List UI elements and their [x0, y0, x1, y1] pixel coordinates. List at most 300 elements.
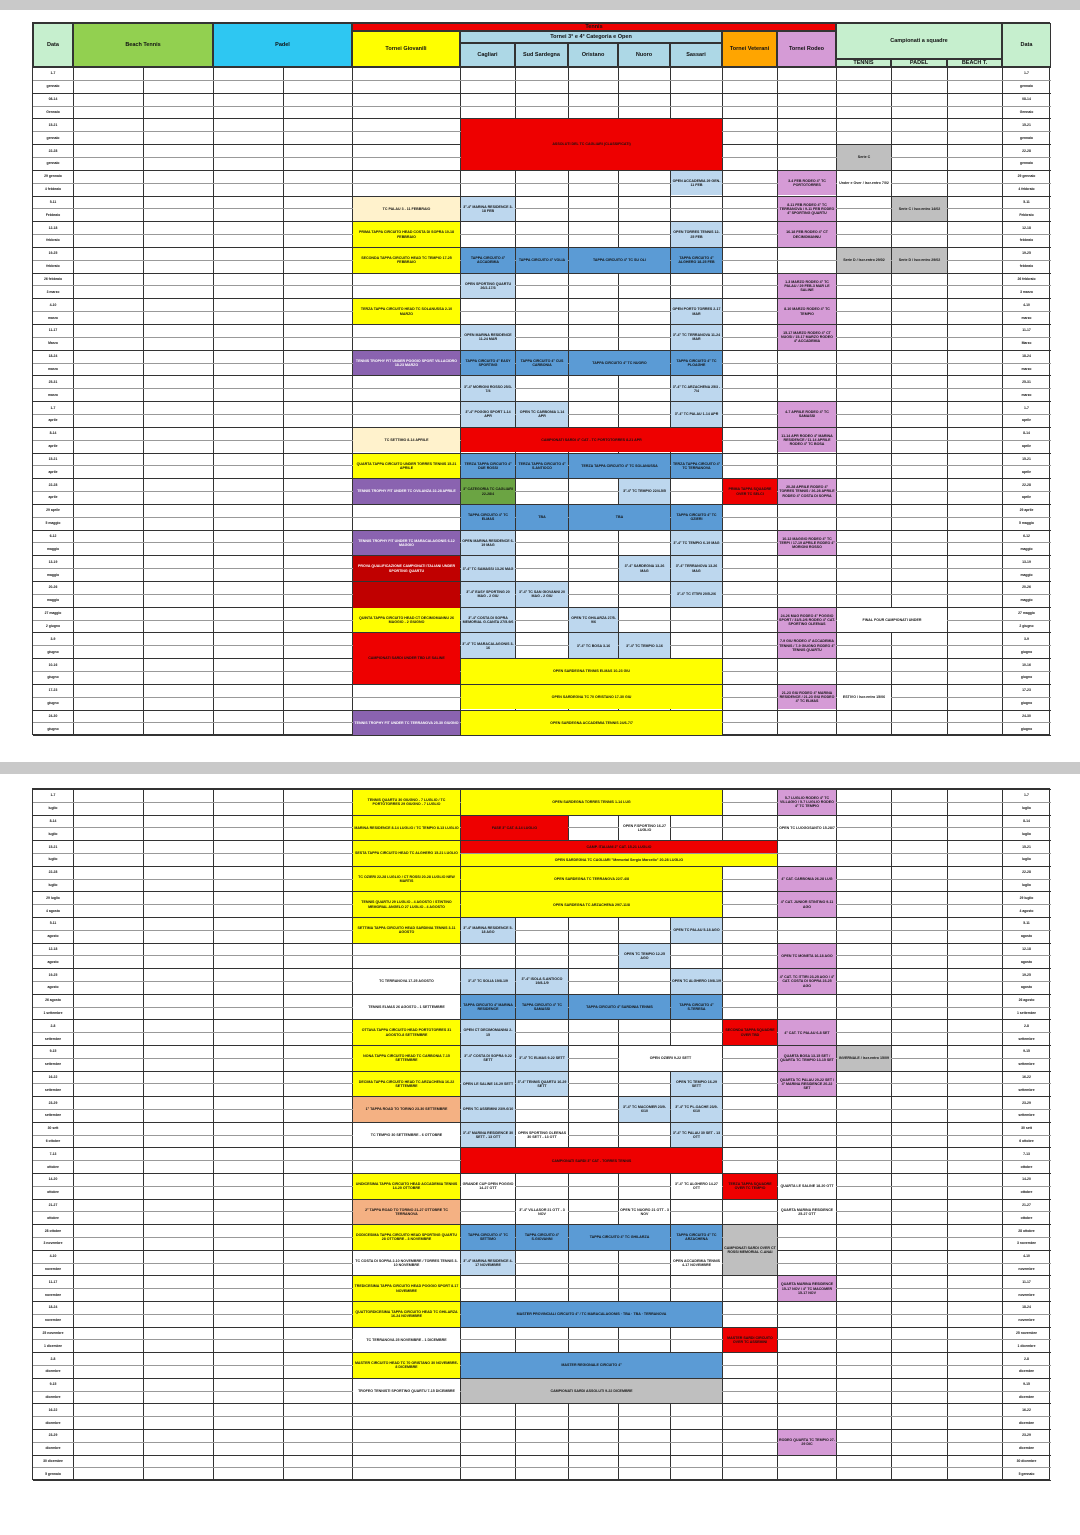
date-left-week: 18-24	[48, 354, 58, 359]
event-cell: PRIMA TAPPA SQUADRE OVER TC SELCI	[723, 479, 777, 504]
date-left-month: Marzo	[48, 341, 58, 346]
row-divider	[33, 1096, 1051, 1097]
event-cell: MARINA RESIDENCE 8-14 LUGLIO / TC TEMPIO 8-13 LUGLIO	[353, 816, 460, 841]
date-right-month: luglio	[1021, 806, 1032, 811]
date-right-month: settembre	[1018, 1036, 1035, 1041]
date-right-week: 15-21	[1022, 122, 1031, 127]
half-row-divider	[33, 388, 1051, 389]
event-cell: 8-10 MARZO RODEO 4° TC TEMPIO	[778, 299, 836, 324]
date-left-month: maggio	[46, 572, 60, 577]
event-cell: TROFEO TENNISTI SPORTING QUARTU 7-15 DICEMBRE	[353, 1379, 460, 1404]
date-right-week: 3-9	[1024, 636, 1029, 641]
half-row-divider	[33, 1442, 1051, 1443]
event-cell: TENNIS ELMAS 26 AGOSTO - 1 SETTEMBRE	[353, 995, 460, 1020]
event-cell: TC OZIERI 22-28 LUGLIO / CT ROSSI 20-28 LUGLIO NEW MARTIS	[353, 867, 460, 892]
date-left-month: luglio	[48, 857, 58, 862]
date-right-month: aprile	[1021, 418, 1032, 423]
date-left-month: marzo	[48, 315, 58, 320]
date-left-month: marzo	[48, 366, 58, 371]
date-right-month: 3 novembre	[1016, 1241, 1037, 1246]
date-left-month: 6 ottobre	[45, 1138, 61, 1143]
date-left-week: 29 luglio	[46, 895, 60, 900]
date-right-week: 9-15	[1023, 1382, 1030, 1387]
row-divider	[33, 632, 1051, 633]
event-cell: OPEN SARDEGNA TC TERRANOVA 22/7-4/8	[461, 867, 722, 892]
date-right-month: febbraio	[1019, 238, 1034, 243]
event-cell: TENNIS TROPHY FIT UNDER POGGIO SPORT VILLACIDRO 18-23 MARZO	[353, 351, 460, 376]
event-cell: 3°-4° TC PL.OACHE 23/9-6/10	[671, 1097, 722, 1122]
date-left-month: 3 marzo	[46, 289, 60, 294]
date-right-month: febbraio	[1019, 264, 1034, 269]
date-left-month: novembre	[44, 1318, 62, 1323]
date-left-week: 12-18	[48, 225, 58, 230]
event-cell: MASTER REGIONALE CIRCUITO 4°	[461, 1353, 722, 1378]
event-cell: OPEN ACCADEMIA 29 GEN-11 FEB	[671, 171, 722, 196]
header-padel: Padel	[213, 23, 352, 67]
date-left-month: settembre	[44, 1036, 62, 1041]
row-divider	[33, 1429, 1051, 1430]
event-cell: QUINTA TAPPA CIRCUITO HEAD CT DECIMOMANNU 26 MAGGIO - 2 GIUGNO	[353, 608, 460, 633]
event-cell: TENNIS QUARTU 29 LUGLIO - 4 AGOSTO / STINTINO MEMORIAL ANGELO 27 LUGLIO - 4 AGOSTO	[353, 892, 460, 917]
date-left-week: 19-25	[48, 972, 58, 977]
half-row-divider	[33, 1467, 1051, 1468]
date-right-week: 27 maggio	[1018, 611, 1035, 616]
event-cell: TAPPA CIRCUITO 4° TC OZIERI	[671, 505, 722, 530]
event-cell: 3°-4° EASY SPORTING 20 MAG - 2 GIU	[461, 582, 515, 607]
date-right-week: 28 ottobre	[1018, 1228, 1035, 1233]
date-right-week: 15-21	[1022, 456, 1031, 461]
date-right-month: novembre	[1018, 1292, 1035, 1297]
date-right-week: 29 gennaio	[1017, 174, 1036, 179]
date-left-week: 16-22	[48, 1407, 58, 1412]
date-left-week: 2-8	[50, 1023, 56, 1028]
event-cell: OPEN ACCADEMIA TENNIS 4-17 NOVEMBRE	[671, 1251, 722, 1276]
date-right-month: marzo	[1021, 315, 1032, 320]
date-left-week: 27 maggio	[44, 611, 62, 616]
date-right-month: Gennaio	[1019, 109, 1034, 114]
date-left-month: agosto	[47, 934, 59, 939]
date-left-month: ottobre	[47, 1190, 59, 1195]
event-cell: OTTAVA TAPPA CIRCUITO HEAD PORTOTORRES 31 AGOSTO-8 SETTEMBRE	[353, 1020, 460, 1045]
row-divider	[33, 943, 1051, 944]
half-row-divider	[33, 1416, 1051, 1417]
date-right-month: luglio	[1021, 857, 1032, 862]
event-cell: 3°-4° TC ALGHERO 14-27 OTT	[671, 1174, 722, 1199]
date-right-month: luglio	[1021, 882, 1032, 887]
date-right-month: ottobre	[1020, 1190, 1033, 1195]
date-left-week: 30 sett	[47, 1126, 59, 1131]
date-right-week: 20-26	[1022, 585, 1031, 590]
date-left-week: 9-15	[49, 1049, 57, 1054]
date-left-month: dicembre	[45, 1420, 61, 1425]
date-right-week: 23-29	[1022, 1100, 1031, 1105]
header-sassari: Sassari	[670, 43, 722, 67]
event-cell: 3°-4° SARDEGNA 13-26 MAG	[619, 556, 670, 581]
event-cell: 3°-4° ISOLA S.ANTIOCO 19/8-1/9	[516, 969, 568, 994]
date-left-week: 26 agosto	[45, 998, 61, 1003]
event-cell: TAPPA CIRCUITO 4° CUS CARBONIA	[516, 351, 568, 376]
date-right-week: 23-29	[1022, 1433, 1031, 1438]
event-cell: INVERNALE / Iscr.entro 15/09	[837, 1046, 891, 1071]
date-left-week: 6-12	[49, 534, 57, 539]
date-left-week: 4-10	[49, 302, 57, 307]
date-right-month: Febbraio	[1019, 212, 1034, 217]
event-cell: TENNIS TROPHY FIT UNDER TC OVILANZA 22-28 APRILE	[353, 479, 460, 504]
date-left-week: 25 novembre	[42, 1330, 64, 1335]
date-right-month: 3 marzo	[1020, 289, 1033, 294]
date-left-month: aprile	[48, 495, 58, 500]
header-c-beach: BEACH T.	[947, 59, 1002, 67]
header-tornei-cat: Tornei 3° e 4° Categoria e Open	[460, 31, 722, 43]
calendar-grid-first-half	[32, 22, 1050, 735]
header-campionati: Campionati a squadre	[836, 23, 1002, 59]
date-left-week: 11-17	[48, 1279, 58, 1284]
event-cell: DODICESIMA TAPPA CIRCUITO HEAD SPORTING QUARTU 28 OTTOBRE - 3 NOVEMBRE	[353, 1225, 460, 1250]
calendar-sheet-first-half	[0, 10, 1080, 762]
event-cell: 3°-4° TC BOSA 3-16	[569, 633, 618, 658]
date-left-month: aprile	[48, 418, 58, 423]
date-left-month: 4 agosto	[46, 908, 60, 913]
half-row-divider	[33, 1032, 1051, 1033]
event-cell: TENNIS TROPHY FIT UNDER TC MARACALAGONIS 6-12 MAGGIO	[353, 531, 460, 556]
date-right-week: 1-7	[1024, 405, 1029, 410]
date-right-month: gennaio	[1020, 161, 1033, 166]
date-right-month: dicembre	[1018, 1420, 1035, 1425]
event-cell: TAPPA CIRCUITO 4° VOLIA	[516, 248, 568, 273]
event-cell: TAPPA CIRCUITO 4° ACCADEMIA	[461, 248, 515, 273]
header-data: Data	[1002, 23, 1051, 67]
date-left-week: 30 dicembre	[43, 1458, 63, 1463]
event-cell: 5-7 LUGLIO RODEO 4° TC VILLAGIO / 5-7 LUGLIO RODEO 4° TC TEMPIO	[778, 790, 836, 815]
header-beach-tennis: Beach Tennis	[73, 23, 213, 67]
date-right-month: 4 agosto	[1019, 908, 1034, 913]
date-left-month: luglio	[48, 806, 58, 811]
date-left-week: 15-21	[48, 456, 58, 461]
half-row-divider	[33, 337, 1051, 338]
date-right-week: 21-27	[1022, 1202, 1031, 1207]
date-right-week: 30 sett	[1021, 1126, 1032, 1131]
date-right-month: maggio	[1020, 546, 1033, 551]
half-row-divider	[33, 285, 1051, 286]
date-left-week: 21-27	[48, 1202, 58, 1207]
row-divider	[33, 1327, 1051, 1328]
event-cell: NONA TAPPA CIRCUITO HEAD TC CARBONIA 7-15 SETTEMBRE	[353, 1046, 460, 1071]
event-cell: TERZA TAPPA CIRCUITO 4° TC SOLANUSSA	[569, 454, 670, 479]
date-right-month: settembre	[1018, 1087, 1035, 1092]
date-right-month: maggio	[1020, 598, 1033, 603]
date-right-month: 2 giugno	[1019, 623, 1034, 628]
event-cell: TAPPA CIRCUITO 4° TC SU OLI	[569, 248, 670, 273]
event-cell: CAMPIONATI SARDI ASSOLUTI 9-22 DICEMBRE	[461, 1379, 722, 1404]
date-left-week: 23-29	[48, 1433, 58, 1438]
date-right-week: 29 luglio	[1019, 895, 1034, 900]
event-cell: QUARTA LE SALINE 18-20 OTT	[778, 1174, 836, 1199]
header-c-tennis: TENNIS	[836, 59, 891, 67]
event-cell: OPEN TC CARBONIA 1-14 APR	[516, 402, 568, 427]
date-left-month: gennaio	[46, 161, 60, 166]
event-cell: OPEN TC TEMPIO 16-29 SETT	[671, 1072, 722, 1097]
event-cell: 4° CAT. TC PALAU 6-8 SET	[778, 1020, 836, 1045]
date-right-week: 2-8	[1024, 1023, 1029, 1028]
half-row-divider	[33, 1288, 1051, 1289]
date-left-week: 5-11	[49, 921, 57, 926]
date-right-month: marzo	[1021, 366, 1032, 371]
event-cell: 3°-4° TC MACOMER 23/9-6/10	[619, 1097, 670, 1122]
date-right-week: 1-7	[1024, 793, 1029, 798]
half-row-divider	[33, 1109, 1051, 1110]
event-cell: QUATTORDICESIMA TAPPA CIRCUITO HEAD TC GHILARZA 16-24 NOVEMBRE	[353, 1302, 460, 1327]
date-left-month: 5 maggio	[45, 521, 61, 526]
event-cell: TC PALAU 3 - 11 FEBBRAIO	[353, 197, 460, 222]
date-right-month: settembre	[1018, 1113, 1035, 1118]
event-cell: 3°-4° TC ELMAS 9-22 SETT	[516, 1046, 568, 1071]
event-cell: TENNIS QUARTU 30 GIUGNO - 7 LUGLIO / TC PORTOTORRES 29 GIUGNO - 7 LUGLIO	[353, 790, 460, 815]
event-cell: 3°-4° MORIONI ROSSO 25/3-7/4	[461, 376, 515, 401]
date-left-month: settembre	[44, 1113, 62, 1118]
date-right-week: 12-18	[1022, 946, 1031, 951]
date-right-week: 19-25	[1022, 972, 1031, 977]
date-left-month: luglio	[48, 882, 58, 887]
header-data: Data	[33, 23, 73, 67]
half-row-divider	[33, 645, 1051, 646]
event-cell: OPEN SARDEGNA TC 70 ORISTANO 17-30 GIU	[461, 685, 722, 710]
event-cell: 3°-4° TC MARACALAGONIS 3-16	[461, 633, 515, 658]
date-right-month: maggio	[1020, 572, 1033, 577]
row-divider	[33, 1480, 1051, 1481]
event-cell: TC COSTA DI SOPRA 2-10 NOVEMBRE / TORRES TENNIS 3-10 NOVEMBRE	[353, 1251, 460, 1276]
date-left-week: 12-18	[48, 946, 58, 951]
date-right-week: 8-14	[1023, 818, 1030, 823]
event-cell: TERZA TAPPA CIRCUITO 4° TC TERRANOVA	[671, 454, 722, 479]
date-right-week: 16-22	[1022, 1074, 1031, 1079]
event-cell: OPEN TC NUORO 21 OTT - 3 NOV	[619, 1200, 670, 1225]
row-divider	[33, 1275, 1051, 1276]
event-cell: TAPPA CIRCUITO 4° TC GHILARZA	[569, 1225, 670, 1250]
event-cell: OPEN SPORTING OLEENAS 30 SETT - 13 OTT	[516, 1123, 568, 1148]
event-cell: 10-12 MAGGIO RODEO 4° TC TERPI / 17-19 APRILE RODEO 4° MORIONI ROSSO	[778, 531, 836, 556]
header-tornei-rodeo: Tornei Rodeo	[777, 31, 836, 67]
event-cell: 3°-4° POGGIO SPORT 1-14 APR	[461, 402, 515, 427]
event-cell: 3°-4° TC TEMPIO 6-19 MAG	[671, 531, 722, 556]
date-left-week: 29 gennaio	[44, 174, 62, 179]
date-right-month: Marzo	[1021, 341, 1032, 346]
date-left-month: 1 dicembre	[44, 1343, 62, 1348]
event-cell: 11-14 APR RODEO 4° MARINA RESIDENCE / 11-14 APRILE RODEO 4° TC BOSA	[778, 428, 836, 453]
date-right-week: 22-28	[1022, 870, 1031, 875]
date-left-week: 8-14	[49, 431, 57, 436]
date-left-week: 1-7	[50, 405, 56, 410]
date-right-month: gennaio	[1020, 135, 1033, 140]
half-row-divider	[33, 311, 1051, 312]
event-cell: CAMPIONATI SARDI 4° CAT - TC PORTOTORRES 8-21 APR	[461, 428, 722, 453]
date-left-month: febbraio	[46, 264, 60, 269]
event-cell: QUARTA MARINA RESIDENCE 15-17 NOV / 4° TC MACOMER 15-17 NOV	[778, 1276, 836, 1301]
event-cell: TC TEMPIO 30 SETTEMBRE - 6 OTTOBRE	[353, 1123, 460, 1148]
date-right-month: dicembre	[1018, 1446, 1035, 1451]
date-left-month: febbraio	[46, 238, 60, 243]
date-right-week: 8-14	[1023, 431, 1030, 436]
date-left-month: dicembre	[45, 1394, 61, 1399]
event-cell: SETTIMA TAPPA CIRCUITO HEAD SARDINIA TENNIS 3-11 AGOSTO	[353, 918, 460, 943]
event-cell: TERZA TAPPA CIRCUITO HEAD TC SOLANUSSA 2-10 MARZO	[353, 299, 460, 324]
date-right-week: 4-10	[1023, 1254, 1030, 1259]
half-row-divider	[33, 1186, 1051, 1187]
row-divider	[33, 1403, 1051, 1404]
date-left-week: 2-8	[50, 1356, 56, 1361]
event-cell: TAPPA CIRCUITO 4° EASY SPORTING	[461, 351, 515, 376]
date-right-month: dicembre	[1018, 1394, 1035, 1399]
date-right-week: 25-31	[1022, 379, 1031, 384]
event-cell: 3°-4° MARINA RESIDENCE 30 SETT - 13 OTT	[461, 1123, 515, 1148]
date-right-month: ottobre	[1020, 1164, 1033, 1169]
date-right-week: 13-19	[1022, 559, 1031, 564]
event-cell: QUARTA TC PALAU 20-22 SET / 4° MARINA RESIDENCE 20-22 SET	[778, 1072, 836, 1097]
date-left-week: 29 aprile	[46, 508, 60, 513]
event-cell: TAPPA CIRCUITO 4° TC ELMAS	[461, 505, 515, 530]
row-divider	[33, 1173, 1051, 1174]
date-left-week: 20-26	[48, 585, 58, 590]
event-cell: OPEN SARDEGNA TC CAGLIARI "Memorial Sergio Marcello" 20-28 LUGLIO	[461, 854, 777, 866]
date-right-month: agosto	[1020, 934, 1033, 939]
event-cell: 3°-4° TC SOLIA 19/8-1/9	[461, 969, 515, 994]
header-nuoro: Nuoro	[618, 43, 670, 67]
header-tornei-veterani: Tornei Veterani	[722, 31, 777, 67]
date-right-month: settembre	[1018, 1062, 1035, 1067]
date-right-month: agosto	[1020, 959, 1033, 964]
date-left-month: giugno	[47, 675, 59, 680]
date-left-month: giugno	[47, 649, 59, 654]
row-divider	[33, 1250, 1051, 1251]
event-cell: OPEN MARINA RESIDENCE 6-19 MAG	[461, 531, 515, 556]
half-row-divider	[33, 183, 1051, 184]
date-right-week: 17-23	[1022, 688, 1031, 693]
event-cell: 3°-4° COSTA DI SOPRA MEMORIAL G.CANTA 27/5-9/6	[461, 608, 515, 633]
row-divider	[33, 917, 1051, 918]
date-right-week: 19-25	[1022, 251, 1031, 256]
date-right-week: 10-16	[1022, 662, 1031, 667]
event-cell: ASSOLUTI DEL TC CAGLIARI (CLASSIFICATI)	[461, 119, 722, 169]
date-right-week: 22-28	[1022, 482, 1031, 487]
event-cell: TERZA TAPPA CIRCUITO 4° S.ANTIOCO	[516, 454, 568, 479]
date-left-month: settembre	[44, 1087, 62, 1092]
event-cell: 3°-4° MARINA RESIDENCE 3-18 FEB	[461, 197, 515, 222]
date-right-week: 22-28	[1022, 148, 1031, 153]
event-cell: CAMPIONATI SARDI OVER CT ROSSI MEMORIAL C.ANAI	[723, 1225, 777, 1275]
event-cell: FINAL FOUR CAMPIONATI UNDER	[837, 608, 947, 633]
date-left-month: settembre	[44, 1062, 62, 1067]
date-right-month: 1 dicembre	[1017, 1343, 1036, 1348]
event-cell: CAMP. ITALIANI 2° CAT. 15-21 LUGLIO	[461, 841, 777, 853]
date-right-month: agosto	[1020, 985, 1033, 990]
half-row-divider	[33, 930, 1051, 931]
date-left-month: Febbraio	[45, 212, 61, 217]
calendar-grid-second-half	[32, 788, 1050, 1480]
date-right-week: 14-20	[1022, 1177, 1031, 1182]
event-cell: TBA	[516, 505, 568, 530]
date-left-month: giugno	[47, 701, 59, 706]
date-left-month: dicembre	[45, 1369, 61, 1374]
header-oristano: Oristano	[568, 43, 618, 67]
event-cell: TAPPA CIRCUITO 4° TC SETTIMO	[461, 1225, 515, 1250]
date-right-week: 29 aprile	[1019, 508, 1034, 513]
date-right-month: 5 maggio	[1019, 521, 1034, 526]
date-right-month: 5 gennaio	[1018, 1471, 1035, 1476]
date-left-week: 25-31	[48, 379, 58, 384]
date-left-month: 3 novembre	[43, 1241, 63, 1246]
event-cell: Serie C	[837, 145, 891, 170]
date-right-week: 11-17	[1022, 328, 1031, 333]
header-sud-sardegna: Sud Sardegna	[515, 43, 568, 67]
date-left-month: ottobre	[47, 1215, 59, 1220]
date-left-week: 1-7	[50, 793, 56, 798]
date-left-month: dicembre	[45, 1446, 61, 1451]
date-right-week: 15-21	[1022, 844, 1031, 849]
event-cell: 3°-4° COSTA DI SOPRA 9-22 SETT	[461, 1046, 515, 1071]
date-left-week: 18-24	[48, 1305, 58, 1310]
date-left-month: aprile	[48, 444, 58, 449]
date-left-week: 4-10	[49, 1254, 57, 1259]
date-left-week: 28 ottobre	[44, 1228, 62, 1233]
date-left-month: marzo	[48, 392, 58, 397]
date-left-month: 2 giugno	[45, 623, 61, 628]
row-divider	[33, 324, 1051, 325]
date-right-week: 08-14	[1022, 97, 1031, 102]
half-row-divider	[33, 491, 1051, 492]
header-tornei-giovanili: Tornei Giovanili	[352, 31, 460, 67]
event-cell: 16-18 FEB RODEO 4° CT DECIMOMANNU	[778, 222, 836, 247]
event-cell: TAPPA CIRCUITO 4° TC PLOAGHE	[671, 351, 722, 376]
date-right-week: 16-22	[1022, 1407, 1031, 1412]
date-left-week: 5-11	[49, 199, 57, 204]
date-left-month: gennaio	[46, 135, 60, 140]
event-cell: ESTIVO / Iscr.entro 15/06	[837, 685, 891, 710]
row-divider	[33, 67, 1051, 68]
event-cell: QUARTA MARINA RESIDENCE 25-27 OTT	[778, 1200, 836, 1225]
date-left-month: novembre	[44, 1292, 62, 1297]
event-cell: 3°-4° TC TEMPIO 22/4-5/5	[619, 479, 670, 504]
date-left-week: 19-25	[48, 251, 58, 256]
half-row-divider	[33, 568, 1051, 569]
date-right-month: 6 ottobre	[1019, 1138, 1034, 1143]
date-right-month: giugno	[1020, 701, 1033, 706]
event-cell: 3° CATEGORIA TC CAGLIARI 22-28/4	[461, 479, 515, 504]
date-right-week: 30 dicembre	[1016, 1458, 1037, 1463]
event-cell: 4° CAT. JUNIOR STINTINO 9-11 AGO	[778, 892, 836, 917]
date-right-week: 12-18	[1022, 225, 1031, 230]
row-divider	[33, 1455, 1051, 1456]
date-right-month: marzo	[1021, 392, 1032, 397]
event-cell: OPEN TC TEMPIO 12-25 AGO	[619, 944, 670, 969]
date-right-month: 1 settembre	[1016, 1010, 1037, 1015]
event-cell: TBA	[569, 505, 670, 530]
row-divider	[33, 170, 1051, 171]
date-right-week: 7-13	[1023, 1151, 1030, 1156]
event-cell: Under e Over / Iscr.entro 7/02	[837, 171, 891, 196]
event-cell: 1° TAPPA ROAD TO TORINO 23-30 SETTEMBRE	[353, 1097, 460, 1122]
event-cell: 3°-4° TC PALAU 1-14 APR	[671, 402, 722, 427]
date-right-week: 5-11	[1023, 921, 1030, 926]
event-cell: SECONDA TAPPA CIRCUITO HEAD TC TEMPIO 17-25 FEBBRAIO	[353, 248, 460, 273]
event-cell: TC TERRANOVA 25 NOVEMBRE - 1 DICEMBRE	[353, 1328, 460, 1353]
event-cell: 8-11 FEB RODEO 4° TC TERRANOVA / 9-11 FEB RODEO 4° SPORTING QUARTU	[778, 197, 836, 222]
event-cell: 3°-4° TC PALAU 30 SET - 13 OTT	[671, 1123, 722, 1148]
event-cell: TAPPA CIRCUITO 4° SARDINIA TENNIS	[569, 995, 670, 1020]
event-cell: 3°-4° VILLASOR 21 OTT - 3 NOV	[516, 1200, 568, 1225]
row-divider	[33, 735, 1051, 736]
event-cell: OPEN LE SALINE 16-29 SETT	[461, 1072, 515, 1097]
date-right-week: 9-15	[1023, 1049, 1030, 1054]
date-left-week: 15-21	[48, 844, 58, 849]
